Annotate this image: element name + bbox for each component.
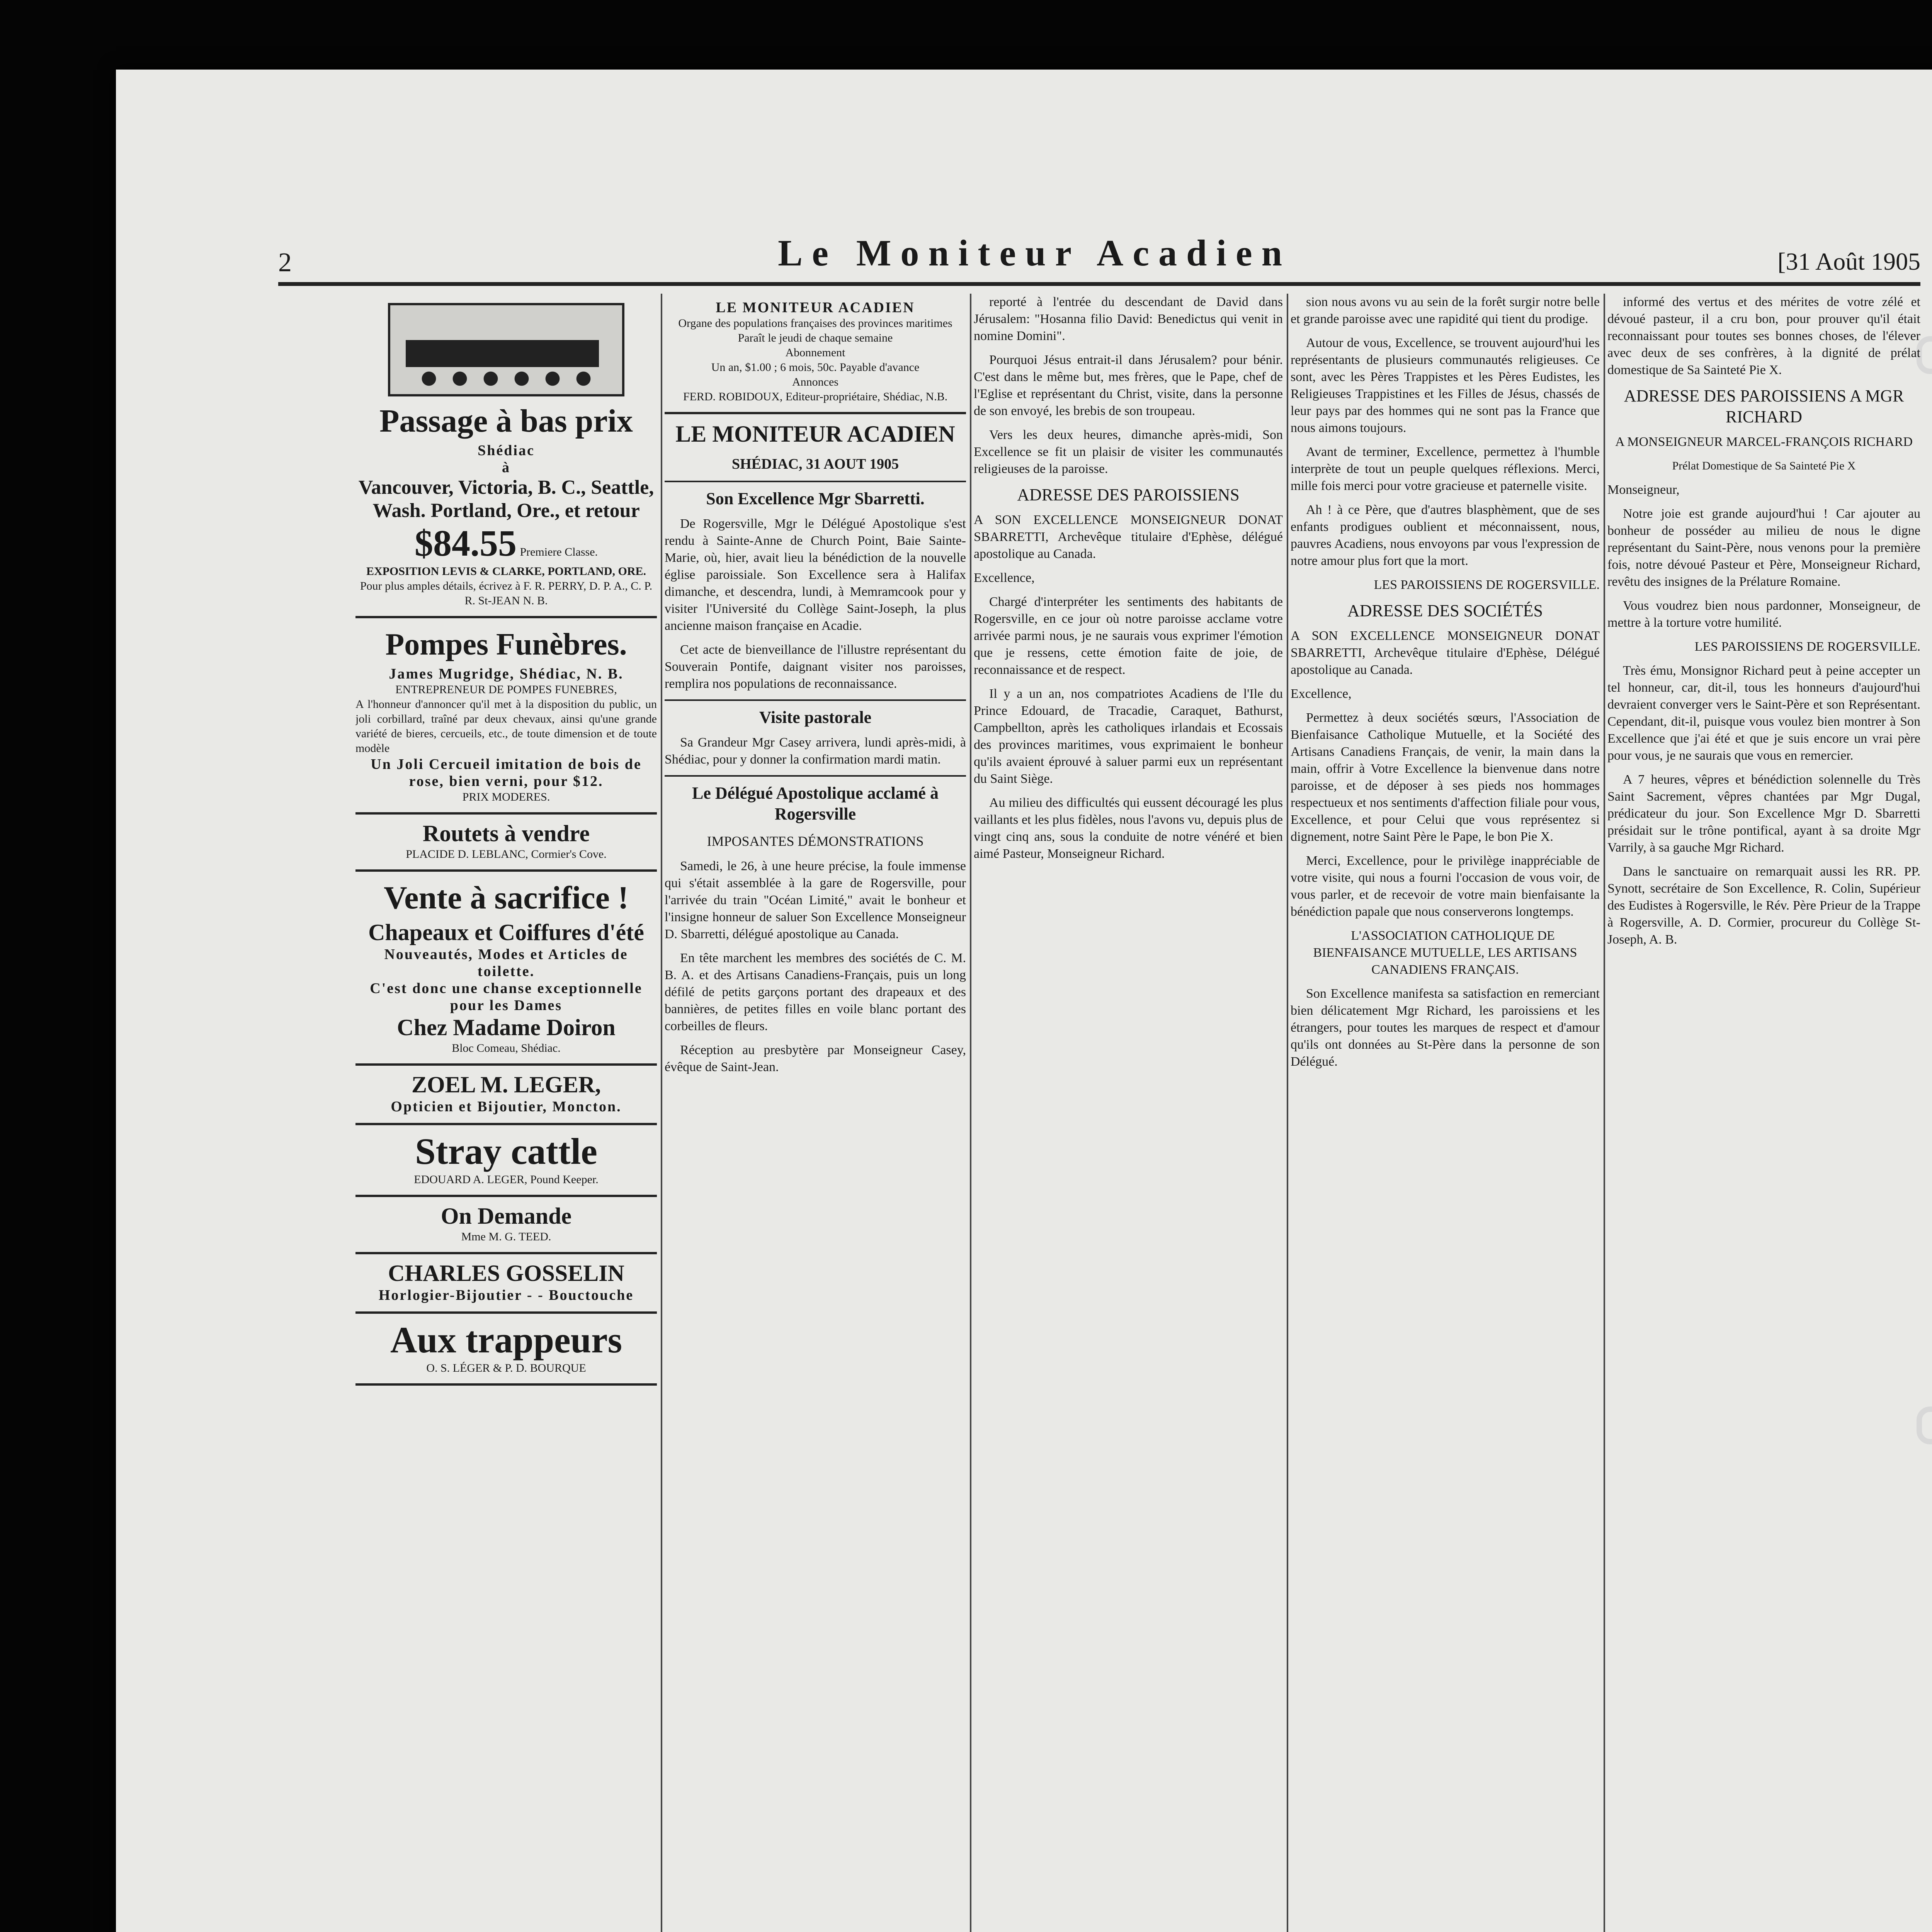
article-headline: Le Délégué Apostolique acclamé à Rogersville [692,784,939,823]
column-rule [1287,294,1288,1932]
ad-text: PRIX MODERES. [462,791,550,803]
ad-text: EDOUARD A. LEGER, Pound Keeper. [414,1173,599,1186]
ad-text: PLACIDE D. LEBLANC, Cormier's Cove. [406,848,607,861]
article-headline: Son Excellence Mgr Sbarretti. [706,489,925,508]
article-headline: Visite pastorale [759,708,872,727]
article-paragraph: Vous voudrez bien nous pardonner, Monseigneur, de mettre à la torture votre humilité. [1607,599,1920,630]
signature: L'ASSOCIATION CATHOLIQUE DE BIENFAISANCE MUTUELLE, LES ARTISANS CANADIENS FRANÇAIS. [1313,929,1577,977]
column-2 [665,294,966,1083]
article-paragraph: Sa Grandeur Mgr Casey arrivera, lundi après-midi, à Shédiac, pour y donner la confirmation mardi matin. [665,735,966,767]
article-paragraph: Avant de terminer, Excellence, permettez à l'humble interprète de tout un peuple quelques réflexions. Merci, mille fois merci pour votre gracieuse et paternelle visite. [1291,445,1600,493]
box-title: LE MONITEUR ACADIEN [716,299,915,316]
address-recipient: A SON EXCELLENCE MONSEIGNEUR DONAT SBARRETTI, Archevêque titulaire d'Ephèse, délégué apostolique au Canada. [974,513,1283,561]
address-recipient: A MONSEIGNEUR MARCEL-FRANÇOIS RICHARD [1615,435,1913,449]
article-paragraph: Il y a un an, nos compatriotes Acadiens de l'Ile du Prince Edouard, de Tracadie, Caraquet, Bathurst, Campbellton, après les catholiques irlandais et Ecossais des provinces maritimes, vous exprimaient le bonheur qu'ils avaient éprouvé à saluer parmi eux un représentant du Saint Siège. [974,687,1283,786]
box-text: Paraît le jeudi de chaque semaine [738,332,893,344]
ad-title: Pompes Funèbres. [385,628,627,662]
address-headline: ADRESSE DES PAROISSIENS A MGR RICHARD [1624,386,1904,426]
article-paragraph: Ah ! à ce Père, que d'autres blasphèment, que de ses enfants prodigues oublient et méconnaissent, nous, pauvres Acadiens, nous envoyons par vous l'expression de notre amour plus fort que la mort. [1291,503,1600,568]
ad-text: A l'honneur d'annoncer qu'il met à la disposition du public, un joli corbillard, traîné par deux chevaux, ainsi qu'une grande variété de bieres, cercueils, etc., de toute dimension et de toute modèle [355,698,657,755]
page-header [278,216,1920,286]
article-paragraph: Dans le sanctuaire on remarquait aussi les RR. PP. Synott, secrétaire de Son Excellence, R. Colin, Supérieur des Eudistes à Rogersville, le Rév. Père Prieur de la Trappe à Rogersville, A. D. Cormier, procureur du Collège St-Joseph, A. B. [1607,864,1920,947]
ad-text: C'est donc une chanse exceptionnelle pour les Dames [370,980,643,1014]
article-paragraph: sion nous avons vu au sein de la forêt surgir notre belle et grande paroisse avec une rapidité qui tient du prodige. [1291,295,1600,326]
locomotive-illustration [388,303,624,396]
ad-text: EXPOSITION LEVIS & CLARKE, PORTLAND, ORE. [366,565,646,578]
binder-ring [1917,1406,1932,1444]
paper-date: SHÉDIAC, 31 AOUT 1905 [731,456,899,472]
address-headline: ADRESSE DES PAROISSIENS [1017,485,1240,504]
ad-text: James Mugridge, Shédiac, N. B. [389,666,624,682]
ad-text: ENTREPRENEUR DE POMPES FUNEBRES, [395,683,617,696]
ad-text: Vancouver, Victoria, B. C., Seattle, Wash. Portland, Ore., et retour [358,476,654,522]
ad-stray [355,1125,657,1197]
box-text: Annonces [792,376,838,388]
ad-text: Bloc Comeau, Shédiac. [452,1042,561,1054]
address-salutation: Monseigneur, [1607,483,1680,497]
article-paragraph: Son Excellence manifesta sa satisfaction en remerciant bien délicatement Mgr Richard, les paroissiens et les étrangers, pour toutes les marques de respect et d'amour qu'ils ont données au St-Père dans la personne de son Délégué. [1291,986,1600,1069]
ad-demande [355,1197,657,1254]
ad-text: Un Joli Cercueil imitation de bois de rose, bien verni, pour $12. [371,756,642,789]
column-rule [1604,294,1605,1932]
article-paragraph: Pourquoi Jésus entrait-il dans Jérusalem? pour bénir. C'est dans le même but, mes frères, que le Pape, chef de l'Eglise et représentant du Christ, visite, dans la personne de son envoyé, les brebis de son troupeau. [974,353,1283,418]
ad-text: O. S. LÉGER & P. D. BOURQUE [426,1362,586,1374]
ad-text: à [502,459,510,476]
box-text: FERD. ROBIDOUX, Editeur-propriétaire, Shédiac, N.B. [683,390,948,403]
column-rule [661,294,662,1932]
address-title: Prélat Domestique de Sa Sainteté Pie X [1672,459,1856,472]
address-salutation: Excellence, [974,571,1035,585]
ad-title: CHARLES GOSSELIN [388,1260,624,1286]
ad-gosselin [355,1254,657,1314]
ad-text: Horlogier-Bijoutier - - Bouctouche [378,1287,634,1303]
article-paragraph: Vers les deux heures, dimanche après-midi, Son Excellence se fit un plaisir de visiter les communautés religieuses de la paroisse. [974,428,1283,476]
ad-text: Premiere Classe. [520,546,598,558]
ad-title: Stray cattle [415,1131,597,1172]
column-3 [974,294,1283,869]
article-paragraph: Autour de vous, Excellence, se trouvent aujourd'hui les représentants de plusieurs communautés religieuses. Ce sont, avec les Pères Trappistes et les Pères Eudistes, les Religieuses Trappistines et les Filles de Jésus, chassés de leur pays par des hommes qui ne sont pas la France que nous aimons toujours. [1291,336,1600,435]
ad-text: Pour plus amples détails, écrivez à F. R. PERRY, D. P. A., C. P. R. St-JEAN N. B. [360,580,653,607]
article-paragraph: Merci, Excellence, pour le privilège inappréciable de votre visite, qui nous a fourni l'occasion de vous voir, de vous parler, et de recevoir de votre main bienfaisante la bénédiction papale que nous conserverons longtemps. [1291,854,1600,919]
box-text: Abonnement [785,346,845,359]
column-5 [1607,294,1920,955]
column-advertisements [355,294,657,1386]
ad-title: ZOEL M. LEGER, [411,1072,601,1097]
article-paragraph: Samedi, le 26, à une heure précise, la foule immense qui s'était assemblée à la gare de Rogersville, pour l'arrivée du train "Océan Limité," avait le bonheur et l'insigne honneur de saluer Son Excellence Monseigneur D. Sbarretti, délégué apostolique au Canada. [665,859,966,941]
article-paragraph: Très ému, Monsignor Richard peut à peine accepter un tel honneur, car, dit-il, tous les honneurs d'aujourd'hui devraient converger vers le Saint-Père et son Représentant. Cependant, dit-il, puisque vous voulez bien montrer à Son Excellence que j'ai été et que je suis encore un vrai père pour vous, je ne saurais que vous en remercier. [1607,663,1920,763]
article-paragraph: reporté à l'entrée du descendant de David dans Jérusalem: "Hosanna filio David: Benedictus qui venit in nomine Domini". [974,295,1283,343]
subscription-box [665,294,966,414]
ad-trappeurs [355,1314,657,1386]
address-salutation: Excellence, [1291,687,1352,701]
ad-pompes [355,618,657,815]
article-paragraph: En tête marchent les membres des sociétés de C. M. B. A. et des Artisans Canadiens-Français, puis un long défilé de petits garçons portant des drapeaux et des bannières, de petites filles en voile blanc portant des corbeilles de fleurs. [665,951,966,1033]
address-headline: ADRESSE DES SOCIÉTÉS [1347,601,1543,620]
article-paragraph: Réception au presbytère par Monseigneur Casey, évêque de Saint-Jean. [665,1043,966,1074]
ad-title: Routets à vendre [422,821,590,846]
ad-text: Nouveautés, Modes et Articles de toilette. [384,946,628,980]
column-rule [970,294,971,1932]
ad-text: Chez Madame Doiron [397,1015,616,1040]
ad-title: Vente à sacrifice ! [384,880,629,916]
page-number: 2 [278,248,292,277]
article-paragraph: informé des vertus et des mérites de votre zélé et dévoué pasteur, il a cru bon, pour prouver qu'il était reconnaissant pour toutes ses bonnes choses, de l'élever avec deux de ses confrères, à la dignité de prélat domestique de Sa Sainteté Pie X. [1607,295,1920,377]
divider [665,775,966,777]
ad-title: On Demande [440,1203,572,1229]
article-paragraph: Au milieu des difficultés qui eussent découragé les plus vaillants et les plus fidèles, nous l'avons vu, depuis plus de vingt cinq ans, sous la conduite de notre vénéré et bien aimé Pasteur, Monseigneur Richard. [974,796,1283,861]
ad-passage [355,294,657,618]
article-paragraph: Cet acte de bienveillance de l'illustre représentant du Souverain Pontife, daignant visiter nos paroisses, remplira nos populations de reconnaissance. [665,643,966,691]
article-paragraph: Chargé d'interpréter les sentiments des habitants de Rogersville, en ce jour où notre paroisse acclame votre arrivée parmi nous, je ne saurais vous exprimer l'émotion que je ressens, cette émotion faite de joie, de reconnaissance et de respect. [974,595,1283,677]
ad-title: Aux trappeurs [390,1319,622,1361]
address-recipient: A SON EXCELLENCE MONSEIGNEUR DONAT SBARRETTI, Archevêque titulaire d'Ephèse, Délégué apostolique au Canada. [1291,629,1600,677]
divider [665,699,966,701]
box-text: Un an, $1.00 ; 6 mois, 50c. Payable d'avance [711,361,920,374]
article-paragraph: A 7 heures, vêpres et bénédiction solennelle du Très Saint Sacrement, vêpres chantées par Mgr Dugal, prédicateur du jour. Son Excellence Mgr D. Sbarretti présidait sur le trône pontifical, ayant à sa droite Mgr Varrily, à sa gauche Mgr Richard. [1607,772,1920,855]
ad-text: Mme M. G. TEED. [461,1230,551,1243]
masthead: Le Moniteur Acadien [778,232,1292,274]
ad-leger [355,1066,657,1125]
paper-title: LE MONITEUR ACADIEN [675,421,955,447]
ad-price: $84.55 [414,522,517,564]
article-paragraph: De Rogersville, Mgr le Délégué Apostolique s'est rendu à Sainte-Anne de Church Point, Baie Sainte-Marie, où, hier, avait lieu la bénédiction de la nouvelle église paroissiale. Son Excellence sera à Halifax dimanche, et descendra, lundi, à Memramcook pour y visiter l'Université du Collège Saint-Joseph, la plus ancienne maison française en Acadie. [665,517,966,633]
ad-text: Shédiac [478,442,535,459]
ad-text: Opticien et Bijoutier, Moncton. [391,1099,622,1115]
ad-text: Chapeaux et Coiffures d'été [368,920,644,945]
divider [665,481,966,482]
issue-date: [31 Août 1905 [1777,248,1920,275]
signature: LES PAROISSIENS DE ROGERSVILLE. [1374,578,1600,592]
ad-routets [355,815,657,872]
article-subhead: IMPOSANTES DÉMONSTRATIONS [707,833,924,849]
ad-title: Passage à bas prix [379,403,633,439]
box-text: Organe des populations françaises des provinces maritimes [678,317,952,330]
column-4 [1291,294,1600,1077]
signature: LES PAROISSIENS DE ROGERSVILLE. [1694,639,1920,654]
article-paragraph: Notre joie est grande aujourd'hui ! Car ajouter au bonheur de posséder au milieu de nous le digne représentant du Saint-Père, nous venons pour la première fois, notre dévoué Pasteur et Père, Monseigneur Richard, revêtu des insignes de la Prélature Romaine. [1607,507,1920,589]
article-paragraph: Permettez à deux sociétés sœurs, l'Association de Bienfaisance Catholique Mutuelle, et la Société des Artisans Canadiens Français, de venir, la main dans la main, offrir à Votre Excellence la bienvenue dans notre paroisse, et de déposer à ses pieds nos hommages respectueux et nos sentiments d'affection filiale pour vous, Excellence, et pour Celui que vous représentez si dignement, notre Saint Père le Pape, le bon Pie X. [1291,711,1600,844]
ad-vente [355,872,657,1066]
